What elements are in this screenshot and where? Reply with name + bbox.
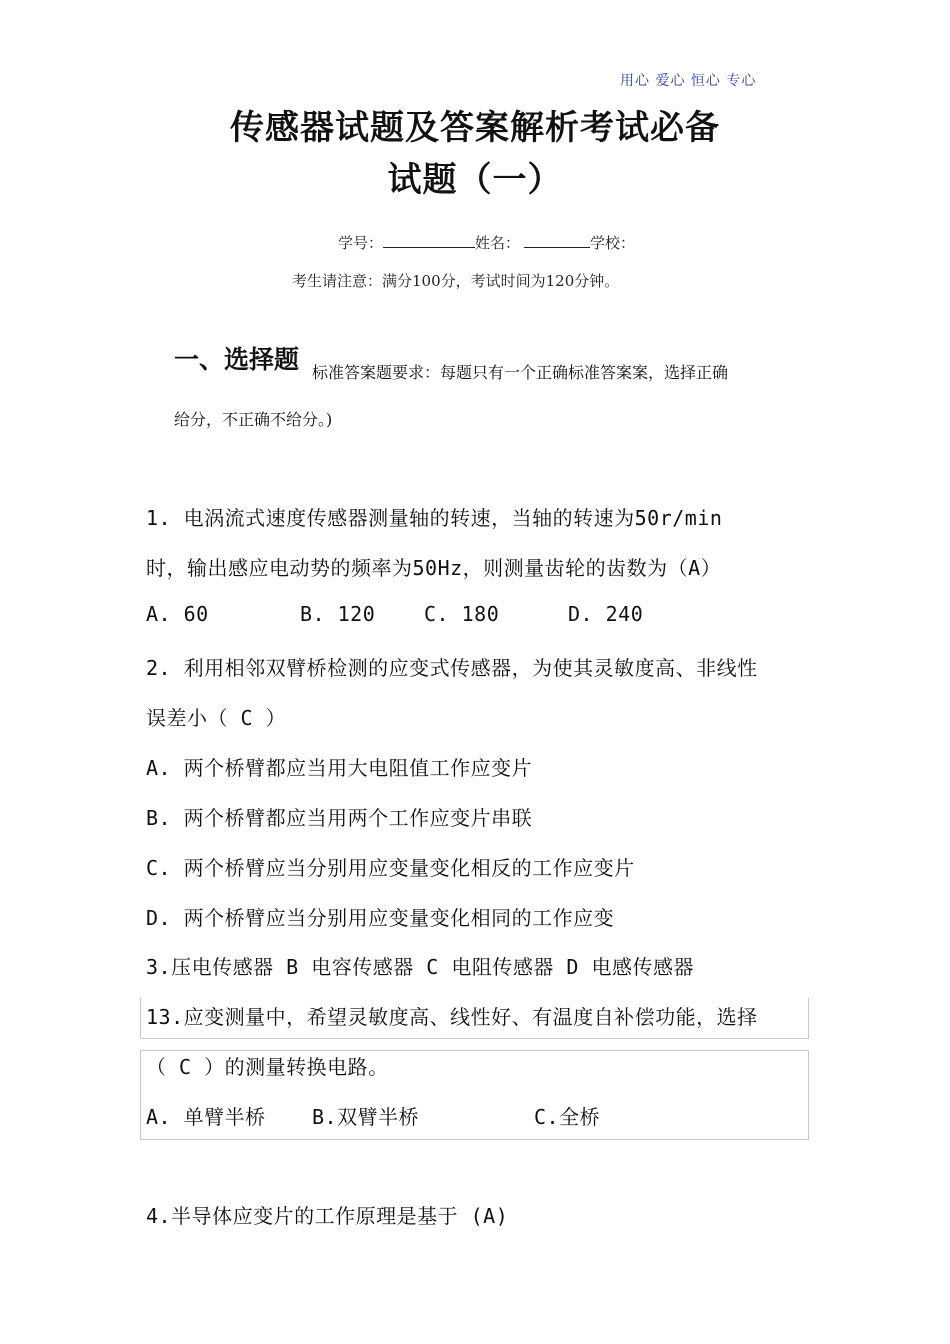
option-c: C. 180	[424, 602, 500, 626]
question-13-line1: 13.应变测量中，希望灵敏度高、线性好、有温度自补偿功能，选择	[146, 1005, 758, 1029]
question-13-options	[146, 1101, 600, 1130]
question-2-option-b: B. 两个桥臂都应当用两个工作应变片串联	[146, 806, 533, 830]
student-id-label: 学号：	[338, 234, 384, 252]
student-school-label: 学校：	[590, 234, 636, 252]
question-4-line: 4.半导体应变片的工作原理是基于 (A)	[146, 1204, 509, 1228]
question-2-option-d: D. 两个桥臂应当分别用应变量变化相同的工作应变	[146, 906, 615, 930]
exam-notice: 考生请注意：满分100分，考试时间为120分钟。	[292, 272, 620, 290]
option-b: B. 120	[300, 602, 376, 626]
document-title-line1: 传感器试题及答案解析考试必备	[230, 108, 720, 148]
student-info-row	[338, 232, 635, 253]
question-2-line1: 2. 利用相邻双臂桥检测的应变式传感器，为使其灵敏度高、非线性	[146, 656, 758, 680]
option-c: C.全桥	[534, 1105, 601, 1129]
question-2-option-c: C. 两个桥臂应当分别用应变量变化相反的工作应变片	[146, 856, 635, 880]
option-b: B.双臂半桥	[312, 1105, 420, 1129]
document-title-line2: 试题（一）	[387, 160, 563, 200]
student-id-blank[interactable]	[383, 233, 475, 248]
option-d: D. 240	[568, 602, 644, 626]
question-1-options	[146, 602, 643, 626]
question-3-line: 3.压电传感器 B 电容传感器 C 电阻传感器 D 电感传感器	[146, 955, 694, 979]
header-motto: 用心 爱心 恒心 专心	[620, 73, 757, 89]
student-name-label: 姓名：	[475, 234, 521, 252]
option-a: A. 60	[146, 602, 209, 626]
question-2-option-a: A. 两个桥臂都应当用大电阻值工作应变片	[146, 756, 533, 780]
student-name-blank[interactable]	[524, 233, 590, 248]
section-note-line1: 标准答案题要求：每题只有一个正确标准答案案，选择正确	[312, 363, 729, 382]
question-13-line2: （ C ）的测量转换电路。	[146, 1055, 389, 1079]
section-heading: 一、选择题	[174, 345, 300, 374]
question-2-line2: 误差小（ C ）	[146, 706, 287, 730]
question-1-line2: 时，输出感应电动势的频率为50Hz，则测量齿轮的齿数为（A）	[146, 556, 722, 580]
question-1-line1: 1. 电涡流式速度传感器测量轴的转速，当轴的转速为50r/min	[146, 506, 723, 530]
option-a: A. 单臂半桥	[146, 1105, 266, 1129]
section-note-line2: 给分，不正确不给分。)	[174, 410, 333, 429]
